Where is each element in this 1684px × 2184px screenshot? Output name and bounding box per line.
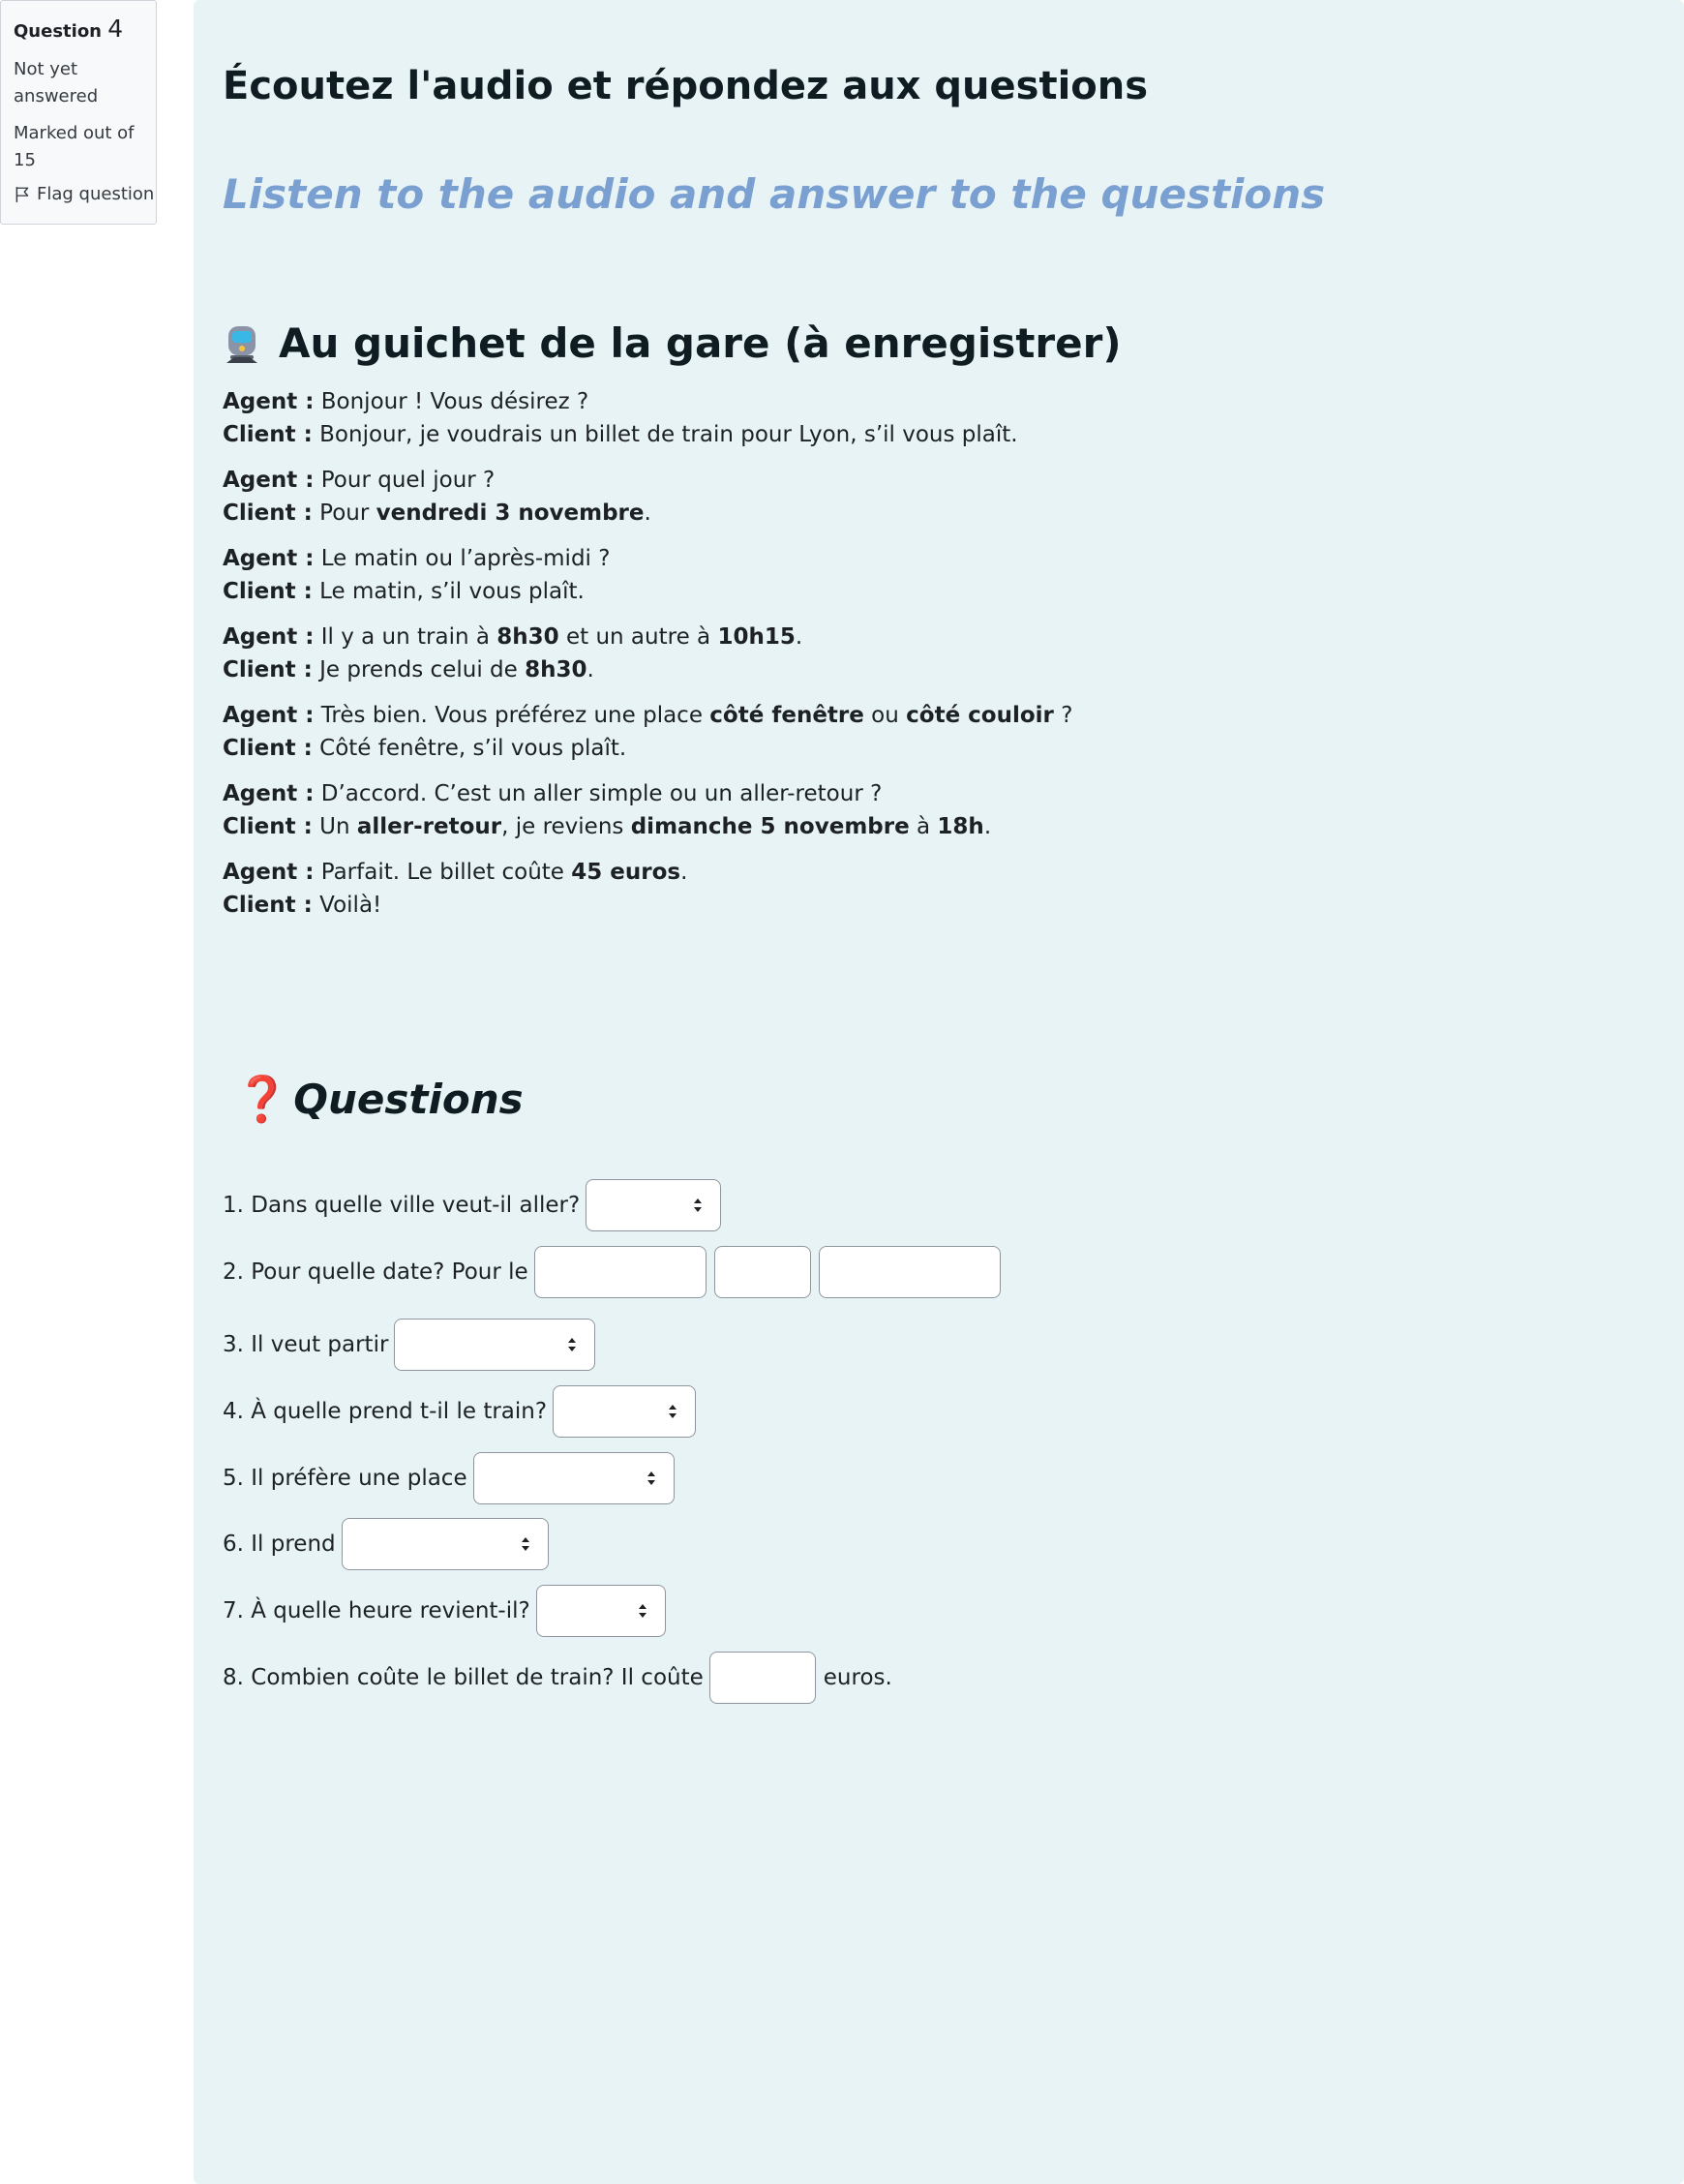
client-label: Client : — [223, 422, 313, 447]
questions-title-text: Questions — [293, 1076, 524, 1123]
agent-line — [223, 699, 1072, 732]
highlighted-text: dimanche 5 novembre — [630, 814, 910, 839]
question-5-text: 5. Il préfère une place — [223, 1466, 467, 1491]
client-label: Client : — [223, 500, 313, 526]
client-line — [223, 889, 1072, 922]
agent-label: Agent : — [223, 546, 315, 571]
question-3 — [223, 1319, 595, 1371]
question-2-input-1[interactable] — [534, 1246, 707, 1298]
dialog-text: . — [680, 860, 688, 885]
dialog-text: Pour quel jour ? — [314, 468, 496, 493]
dialog-text: ou — [863, 703, 907, 728]
question-info-panel — [0, 0, 157, 225]
question-5-select[interactable] — [473, 1452, 675, 1504]
question-label: Question — [14, 21, 102, 42]
dialog-text: Le matin ou l’après-midi ? — [314, 546, 611, 571]
dialog-exchange — [223, 542, 1072, 608]
question-5 — [223, 1452, 675, 1504]
highlighted-text: vendredi 3 novembre — [376, 500, 645, 526]
dialog-text: Le matin, s’il vous plaît. — [312, 579, 585, 604]
question-8-text: 8. Combien coûte le billet de train? Il coûte — [223, 1665, 704, 1690]
flag-question-button[interactable] — [14, 184, 156, 204]
client-label: Client : — [223, 893, 313, 918]
question-state: Not yet answered — [14, 59, 99, 106]
dialog-text: Bonjour ! Vous désirez ? — [314, 389, 589, 414]
select-arrows-icon — [567, 1337, 577, 1352]
question-4-text: 4. À quelle prend t-il le train? — [223, 1399, 548, 1424]
page-title-en: Listen to the audio and answer to the questions — [223, 170, 1326, 218]
client-line — [223, 575, 1072, 608]
question-1-text: 1. Dans quelle ville veut-il aller? — [223, 1193, 581, 1218]
dialog-text: Bonjour, je voudrais un billet de train pour Lyon, s’il vous plaît. — [312, 422, 1018, 447]
select-arrows-icon — [521, 1536, 530, 1552]
select-arrows-icon — [638, 1603, 647, 1619]
question-mark-icon: ❓ — [234, 1073, 290, 1125]
agent-label: Agent : — [223, 468, 315, 493]
dialog-text: Parfait. Le billet coûte — [314, 860, 572, 885]
client-label: Client : — [223, 814, 313, 839]
question-mark: Marked out of 15 — [14, 123, 135, 170]
client-line — [223, 418, 1072, 451]
question-8 — [223, 1652, 892, 1704]
agent-label: Agent : — [223, 389, 315, 414]
questions-heading — [223, 1073, 524, 1126]
question-7-select[interactable] — [536, 1585, 666, 1637]
select-arrows-icon — [647, 1471, 656, 1486]
dialog-text: . — [983, 814, 992, 839]
dialog-text: Un — [312, 814, 357, 839]
question-number: 4 — [107, 15, 124, 43]
client-line — [223, 497, 1072, 530]
client-label: Client : — [223, 657, 313, 682]
question-3-text: 3. Il veut partir — [223, 1332, 389, 1357]
question-content-panel — [194, 0, 1684, 2184]
question-6-text: 6. Il prend — [223, 1532, 336, 1557]
dialog-heading — [223, 319, 1122, 367]
question-8-suffix: euros. — [823, 1665, 892, 1690]
dialog-exchange — [223, 699, 1072, 765]
question-8-input[interactable] — [709, 1652, 816, 1704]
client-line — [223, 653, 1072, 686]
highlighted-text: côté fenêtre — [709, 703, 864, 728]
dialog-title-text: Au guichet de la gare (à enregistrer) — [279, 319, 1122, 367]
dialog-text: et un autre à — [558, 624, 718, 650]
question-6 — [223, 1518, 549, 1570]
select-arrows-icon — [693, 1198, 703, 1213]
dialog-text: Il y a un train à — [314, 624, 497, 650]
question-7 — [223, 1585, 666, 1637]
dialog-text: Pour — [312, 500, 376, 526]
dialog-text: D’accord. C’est un aller simple ou un aller-retour ? — [314, 781, 883, 806]
agent-label: Agent : — [223, 703, 315, 728]
highlighted-text: 8h30 — [525, 657, 587, 682]
dialog-text: Voilà! — [312, 893, 382, 918]
highlighted-text: côté couloir — [906, 703, 1054, 728]
question-1-select[interactable] — [586, 1179, 721, 1231]
dialog-exchange — [223, 621, 1072, 686]
dialog-text: . — [795, 624, 803, 650]
question-2-text: 2. Pour quelle date? Pour le — [223, 1259, 528, 1285]
dialog-exchange — [223, 856, 1072, 922]
question-number-heading — [14, 15, 156, 43]
question-6-select[interactable] — [342, 1518, 549, 1570]
page-title-fr: Écoutez l'audio et répondez aux questions — [223, 64, 1149, 108]
dialog-text: Très bien. Vous préférez une place — [314, 703, 710, 728]
dialog-text: Côté fenêtre, s’il vous plaît. — [312, 736, 627, 761]
dialog-exchange — [223, 464, 1072, 530]
client-line — [223, 810, 1072, 843]
flag-icon — [14, 186, 31, 203]
question-7-text: 7. À quelle heure revient-il? — [223, 1598, 530, 1623]
question-4 — [223, 1385, 696, 1438]
highlighted-text: 8h30 — [496, 624, 559, 650]
dialog-text: . — [644, 500, 651, 526]
select-arrows-icon — [668, 1404, 677, 1419]
dialog-text: . — [586, 657, 594, 682]
highlighted-text: 10h15 — [717, 624, 796, 650]
client-label: Client : — [223, 579, 313, 604]
agent-line — [223, 621, 1072, 653]
question-2-input-3[interactable] — [819, 1246, 1001, 1298]
dialog-text: ? — [1053, 703, 1073, 728]
agent-line — [223, 464, 1072, 497]
dialog-transcript — [223, 385, 1072, 934]
flag-question-label: Flag question — [37, 184, 155, 204]
agent-label: Agent : — [223, 781, 315, 806]
agent-line — [223, 777, 1072, 810]
question-3-select[interactable] — [394, 1319, 595, 1371]
agent-line — [223, 542, 1072, 575]
dialog-exchange — [223, 777, 1072, 843]
agent-label: Agent : — [223, 860, 315, 885]
train-icon — [223, 322, 261, 365]
dialog-text: Je prends celui de — [312, 657, 526, 682]
question-1 — [223, 1179, 721, 1231]
agent-line — [223, 856, 1072, 889]
client-line — [223, 732, 1072, 765]
agent-label: Agent : — [223, 624, 315, 650]
highlighted-text: aller-retour — [356, 814, 502, 839]
highlighted-text: 18h — [937, 814, 984, 839]
dialog-text: , je reviens — [501, 814, 631, 839]
highlighted-text: 45 euros — [571, 860, 681, 885]
dialog-exchange — [223, 385, 1072, 451]
client-label: Client : — [223, 736, 313, 761]
question-2-input-2[interactable] — [714, 1246, 811, 1298]
agent-line — [223, 385, 1072, 418]
question-4-select[interactable] — [553, 1385, 696, 1438]
question-2 — [223, 1246, 1001, 1298]
dialog-text: à — [909, 814, 938, 839]
